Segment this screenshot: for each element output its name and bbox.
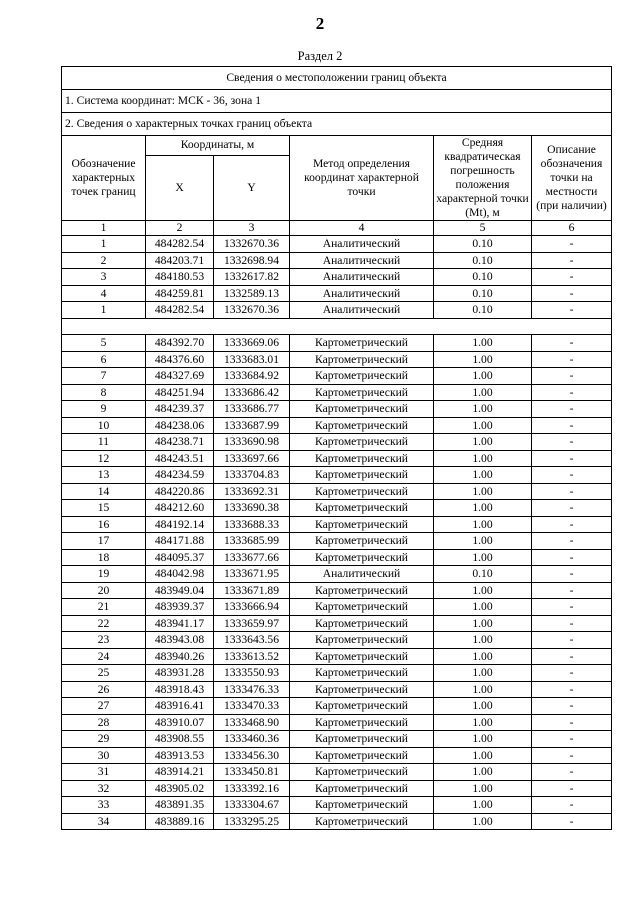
method-cell: Картометрический (290, 500, 434, 517)
error-cell: 1.00 (434, 368, 532, 385)
x-coordinate-cell: 484095.37 (146, 549, 214, 566)
description-cell: - (532, 813, 612, 830)
y-coordinate-cell: 1333643.56 (214, 632, 290, 649)
separator-cell (62, 318, 612, 335)
method-cell: Картометрический (290, 615, 434, 632)
description-cell: - (532, 780, 612, 797)
point-number-cell: 33 (62, 797, 146, 814)
method-cell: Картометрический (290, 384, 434, 401)
error-cell: 1.00 (434, 714, 532, 731)
error-cell: 1.00 (434, 417, 532, 434)
boundary-points-table (61, 66, 612, 830)
error-cell: 1.00 (434, 764, 532, 781)
error-cell: 1.00 (434, 780, 532, 797)
point-number-cell: 14 (62, 483, 146, 500)
point-number-cell: 32 (62, 780, 146, 797)
method-cell: Картометрический (290, 681, 434, 698)
table-title: Сведения о местоположении границ объекта (62, 67, 612, 90)
error-cell: 1.00 (434, 434, 532, 451)
table-row (62, 417, 612, 434)
method-cell: Картометрический (290, 764, 434, 781)
y-coordinate-cell: 1333450.81 (214, 764, 290, 781)
method-cell: Картометрический (290, 731, 434, 748)
y-coordinate-cell: 1333677.66 (214, 549, 290, 566)
point-number-cell: 34 (62, 813, 146, 830)
column-number: 6 (532, 221, 612, 236)
method-cell: Картометрический (290, 483, 434, 500)
error-cell: 0.10 (434, 252, 532, 269)
error-cell: 0.10 (434, 566, 532, 583)
point-number-cell: 17 (62, 533, 146, 550)
description-cell: - (532, 269, 612, 286)
point-number-cell: 22 (62, 615, 146, 632)
x-coordinate-cell: 484282.54 (146, 236, 214, 253)
x-coordinate-cell: 484192.14 (146, 516, 214, 533)
y-coordinate-cell: 1333671.89 (214, 582, 290, 599)
method-cell: Аналитический (290, 302, 434, 319)
table-row (62, 665, 612, 682)
method-cell: Картометрический (290, 417, 434, 434)
column-number: 5 (434, 221, 532, 236)
x-coordinate-cell: 483943.08 (146, 632, 214, 649)
description-cell: - (532, 665, 612, 682)
table-row (62, 698, 612, 715)
table-row (62, 797, 612, 814)
x-coordinate-cell: 484234.59 (146, 467, 214, 484)
method-cell: Картометрический (290, 599, 434, 616)
table-row (62, 648, 612, 665)
table-row (62, 549, 612, 566)
method-cell: Аналитический (290, 566, 434, 583)
error-cell: 0.10 (434, 285, 532, 302)
table-row (62, 533, 612, 550)
x-coordinate-cell: 484042.98 (146, 566, 214, 583)
description-cell: - (532, 632, 612, 649)
method-cell: Картометрический (290, 549, 434, 566)
x-coordinate-cell: 483891.35 (146, 797, 214, 814)
y-coordinate-cell: 1332670.36 (214, 236, 290, 253)
error-cell: 0.10 (434, 302, 532, 319)
description-cell: - (532, 417, 612, 434)
header-description: Описание обозначения точки на местности (при наличии) (532, 136, 612, 221)
table-row (62, 351, 612, 368)
error-cell: 1.00 (434, 483, 532, 500)
table-row (62, 401, 612, 418)
x-coordinate-cell: 484238.06 (146, 417, 214, 434)
header-x: X (146, 155, 214, 220)
description-cell: - (532, 467, 612, 484)
x-coordinate-cell: 484239.37 (146, 401, 214, 418)
error-cell: 1.00 (434, 384, 532, 401)
y-coordinate-cell: 1333304.67 (214, 797, 290, 814)
x-coordinate-cell: 484251.94 (146, 384, 214, 401)
table-row (62, 450, 612, 467)
method-cell: Картометрический (290, 467, 434, 484)
x-coordinate-cell: 483940.26 (146, 648, 214, 665)
column-number: 4 (290, 221, 434, 236)
error-cell: 1.00 (434, 632, 532, 649)
point-number-cell: 1 (62, 236, 146, 253)
coordinate-system: 1. Система координат: МСК - 36, зона 1 (62, 90, 612, 113)
y-coordinate-cell: 1332698.94 (214, 252, 290, 269)
description-cell: - (532, 384, 612, 401)
error-cell: 1.00 (434, 797, 532, 814)
y-coordinate-cell: 1333686.77 (214, 401, 290, 418)
y-coordinate-cell: 1333671.95 (214, 566, 290, 583)
point-number-cell: 24 (62, 648, 146, 665)
table-row (62, 483, 612, 500)
x-coordinate-cell: 484376.60 (146, 351, 214, 368)
y-coordinate-cell: 1333669.06 (214, 335, 290, 352)
y-coordinate-cell: 1333685.99 (214, 533, 290, 550)
error-cell: 1.00 (434, 516, 532, 533)
x-coordinate-cell: 483949.04 (146, 582, 214, 599)
x-coordinate-cell: 483941.17 (146, 615, 214, 632)
point-number-cell: 18 (62, 549, 146, 566)
x-coordinate-cell: 483914.21 (146, 764, 214, 781)
description-cell: - (532, 351, 612, 368)
x-coordinate-cell: 484203.71 (146, 252, 214, 269)
description-cell: - (532, 566, 612, 583)
x-coordinate-cell: 484327.69 (146, 368, 214, 385)
point-number-cell: 13 (62, 467, 146, 484)
point-number-cell: 20 (62, 582, 146, 599)
description-cell: - (532, 368, 612, 385)
description-cell: - (532, 714, 612, 731)
y-coordinate-cell: 1333684.92 (214, 368, 290, 385)
y-coordinate-cell: 1333690.98 (214, 434, 290, 451)
table-row (62, 384, 612, 401)
column-number: 1 (62, 221, 146, 236)
point-number-cell: 1 (62, 302, 146, 319)
table-row (62, 236, 612, 253)
point-number-cell: 8 (62, 384, 146, 401)
error-cell: 0.10 (434, 269, 532, 286)
error-cell: 1.00 (434, 549, 532, 566)
header-coordinates: Координаты, м (146, 136, 290, 156)
description-cell: - (532, 500, 612, 517)
point-number-cell: 11 (62, 434, 146, 451)
point-number-cell: 6 (62, 351, 146, 368)
y-coordinate-cell: 1333683.01 (214, 351, 290, 368)
header-y: Y (214, 155, 290, 220)
y-coordinate-cell: 1332589.13 (214, 285, 290, 302)
y-coordinate-cell: 1332617.82 (214, 269, 290, 286)
error-cell: 1.00 (434, 698, 532, 715)
description-cell: - (532, 401, 612, 418)
method-cell: Картометрический (290, 632, 434, 649)
y-coordinate-cell: 1333688.33 (214, 516, 290, 533)
x-coordinate-cell: 484212.60 (146, 500, 214, 517)
method-cell: Аналитический (290, 269, 434, 286)
method-cell: Картометрический (290, 582, 434, 599)
point-number-cell: 3 (62, 269, 146, 286)
y-coordinate-cell: 1333295.25 (214, 813, 290, 830)
table-row (62, 335, 612, 352)
y-coordinate-cell: 1333692.31 (214, 483, 290, 500)
description-cell: - (532, 450, 612, 467)
table-row (62, 599, 612, 616)
x-coordinate-cell: 484243.51 (146, 450, 214, 467)
description-cell: - (532, 285, 612, 302)
point-number-cell: 26 (62, 681, 146, 698)
error-cell: 1.00 (434, 582, 532, 599)
header-error: Средняя квадратическая погрешность положения характерной точки (Mt), м (434, 136, 532, 221)
error-cell: 1.00 (434, 731, 532, 748)
method-cell: Картометрический (290, 335, 434, 352)
x-coordinate-cell: 484259.81 (146, 285, 214, 302)
point-number-cell: 25 (62, 665, 146, 682)
point-number-cell: 2 (62, 252, 146, 269)
table-row (62, 582, 612, 599)
point-number-cell: 5 (62, 335, 146, 352)
method-cell: Аналитический (290, 236, 434, 253)
description-cell: - (532, 681, 612, 698)
error-cell: 1.00 (434, 467, 532, 484)
table-row (62, 516, 612, 533)
y-coordinate-cell: 1333470.33 (214, 698, 290, 715)
point-number-cell: 21 (62, 599, 146, 616)
x-coordinate-cell: 483908.55 (146, 731, 214, 748)
table-row (62, 434, 612, 451)
error-cell: 1.00 (434, 533, 532, 550)
method-cell: Картометрический (290, 797, 434, 814)
error-cell: 1.00 (434, 665, 532, 682)
table-row (62, 780, 612, 797)
y-coordinate-cell: 1333456.30 (214, 747, 290, 764)
y-coordinate-cell: 1333613.52 (214, 648, 290, 665)
description-cell: - (532, 549, 612, 566)
table-row (62, 252, 612, 269)
x-coordinate-cell: 484180.53 (146, 269, 214, 286)
error-cell: 1.00 (434, 648, 532, 665)
error-cell: 1.00 (434, 450, 532, 467)
point-number-cell: 16 (62, 516, 146, 533)
x-coordinate-cell: 483918.43 (146, 681, 214, 698)
description-cell: - (532, 302, 612, 319)
description-cell: - (532, 483, 612, 500)
table-row (62, 813, 612, 830)
y-coordinate-cell: 1333666.94 (214, 599, 290, 616)
header-method: Метод определения координат характерной точки (290, 136, 434, 221)
x-coordinate-cell: 484220.86 (146, 483, 214, 500)
y-coordinate-cell: 1333392.16 (214, 780, 290, 797)
method-cell: Картометрический (290, 714, 434, 731)
table-row (62, 269, 612, 286)
y-coordinate-cell: 1333697.66 (214, 450, 290, 467)
table-row (62, 285, 612, 302)
x-coordinate-cell: 483910.07 (146, 714, 214, 731)
contour-separator-row (62, 318, 612, 335)
point-number-cell: 7 (62, 368, 146, 385)
description-cell: - (532, 582, 612, 599)
method-cell: Картометрический (290, 648, 434, 665)
method-cell: Картометрический (290, 368, 434, 385)
point-number-cell: 28 (62, 714, 146, 731)
y-coordinate-cell: 1333476.33 (214, 681, 290, 698)
error-cell: 1.00 (434, 351, 532, 368)
y-coordinate-cell: 1333550.93 (214, 665, 290, 682)
method-cell: Картометрический (290, 747, 434, 764)
table-row (62, 467, 612, 484)
header-designation: Обозначение характерных точек границ (62, 136, 146, 221)
method-cell: Аналитический (290, 285, 434, 302)
table-row (62, 500, 612, 517)
point-number-cell: 12 (62, 450, 146, 467)
method-cell: Картометрический (290, 516, 434, 533)
method-cell: Картометрический (290, 780, 434, 797)
column-number-row (62, 221, 612, 236)
table-row (62, 632, 612, 649)
x-coordinate-cell: 484282.54 (146, 302, 214, 319)
description-cell: - (532, 648, 612, 665)
method-cell: Картометрический (290, 351, 434, 368)
error-cell: 1.00 (434, 615, 532, 632)
point-number-cell: 23 (62, 632, 146, 649)
table-row (62, 747, 612, 764)
point-number-cell: 27 (62, 698, 146, 715)
point-number-cell: 15 (62, 500, 146, 517)
y-coordinate-cell: 1333704.83 (214, 467, 290, 484)
description-cell: - (532, 698, 612, 715)
column-number: 2 (146, 221, 214, 236)
error-cell: 1.00 (434, 401, 532, 418)
description-cell: - (532, 516, 612, 533)
table-row (62, 368, 612, 385)
x-coordinate-cell: 483939.37 (146, 599, 214, 616)
table-row (62, 681, 612, 698)
method-cell: Картометрический (290, 434, 434, 451)
description-cell: - (532, 599, 612, 616)
y-coordinate-cell: 1333460.36 (214, 731, 290, 748)
x-coordinate-cell: 483905.02 (146, 780, 214, 797)
description-cell: - (532, 731, 612, 748)
y-coordinate-cell: 1332670.36 (214, 302, 290, 319)
method-cell: Картометрический (290, 698, 434, 715)
method-cell: Картометрический (290, 665, 434, 682)
method-cell: Картометрический (290, 533, 434, 550)
method-cell: Аналитический (290, 252, 434, 269)
point-number-cell: 9 (62, 401, 146, 418)
error-cell: 1.00 (434, 500, 532, 517)
section-label: Раздел 2 (297, 49, 343, 63)
points-heading: 2. Сведения о характерных точках границ объекта (62, 113, 612, 136)
point-number-cell: 29 (62, 731, 146, 748)
table-row (62, 302, 612, 319)
method-cell: Картометрический (290, 813, 434, 830)
table-row (62, 714, 612, 731)
x-coordinate-cell: 484171.88 (146, 533, 214, 550)
point-number-cell: 31 (62, 764, 146, 781)
description-cell: - (532, 797, 612, 814)
description-cell: - (532, 252, 612, 269)
point-number-cell: 19 (62, 566, 146, 583)
table-row (62, 764, 612, 781)
x-coordinate-cell: 483916.41 (146, 698, 214, 715)
method-cell: Картометрический (290, 401, 434, 418)
point-number-cell: 10 (62, 417, 146, 434)
error-cell: 1.00 (434, 747, 532, 764)
table-row (62, 615, 612, 632)
description-cell: - (532, 434, 612, 451)
x-coordinate-cell: 483931.28 (146, 665, 214, 682)
description-cell: - (532, 615, 612, 632)
point-number-cell: 30 (62, 747, 146, 764)
y-coordinate-cell: 1333690.38 (214, 500, 290, 517)
table-row (62, 566, 612, 583)
description-cell: - (532, 533, 612, 550)
point-number-cell: 4 (62, 285, 146, 302)
page-number: 2 (315, 14, 325, 33)
y-coordinate-cell: 1333659.97 (214, 615, 290, 632)
column-number: 3 (214, 221, 290, 236)
method-cell: Картометрический (290, 450, 434, 467)
description-cell: - (532, 764, 612, 781)
description-cell: - (532, 335, 612, 352)
error-cell: 1.00 (434, 813, 532, 830)
error-cell: 0.10 (434, 236, 532, 253)
error-cell: 1.00 (434, 335, 532, 352)
y-coordinate-cell: 1333686.42 (214, 384, 290, 401)
x-coordinate-cell: 483913.53 (146, 747, 214, 764)
description-cell: - (532, 747, 612, 764)
y-coordinate-cell: 1333468.90 (214, 714, 290, 731)
table-row (62, 731, 612, 748)
error-cell: 1.00 (434, 599, 532, 616)
error-cell: 1.00 (434, 681, 532, 698)
x-coordinate-cell: 483889.16 (146, 813, 214, 830)
x-coordinate-cell: 484392.70 (146, 335, 214, 352)
description-cell: - (532, 236, 612, 253)
x-coordinate-cell: 484238.71 (146, 434, 214, 451)
y-coordinate-cell: 1333687.99 (214, 417, 290, 434)
